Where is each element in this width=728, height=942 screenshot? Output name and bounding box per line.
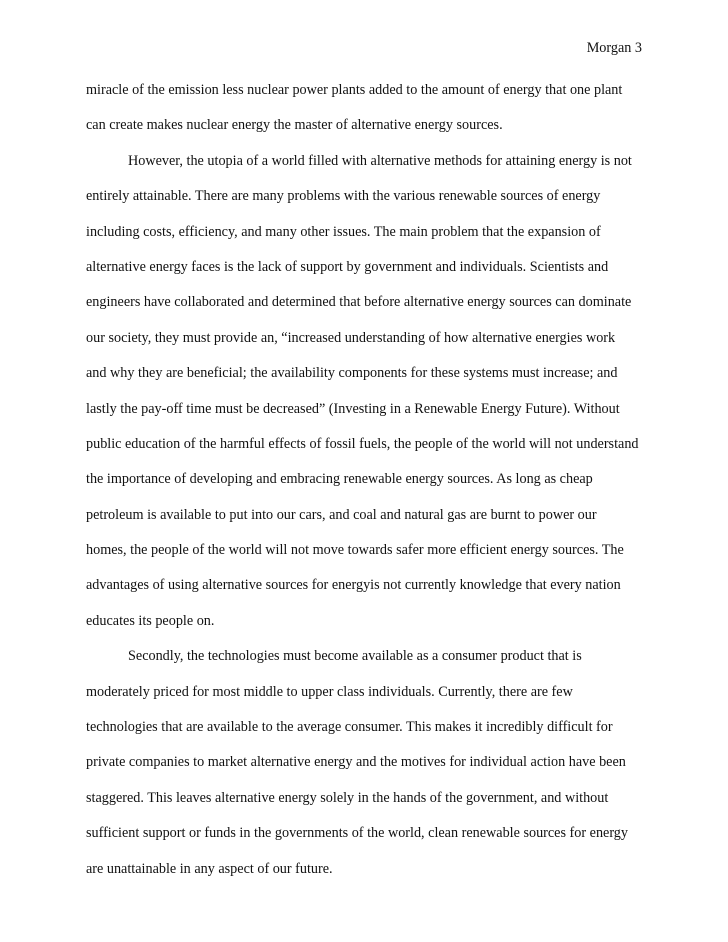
text-line: engineers have collaborated and determined that before alternative energy sources can dominate (86, 294, 632, 311)
text-line: private companies to market alternative energy and the motives for individual action have been (86, 754, 626, 771)
text-line: Secondly, the technologies must become available as a consumer product that is (128, 648, 582, 665)
text-line: educates its people on. (86, 612, 215, 629)
text-line: miracle of the emission less nuclear power plants added to the amount of energy that one plant (86, 82, 623, 98)
running-head: Morgan 3 (586, 40, 642, 56)
body-text (86, 81, 646, 895)
text-line: our society, they must provide an, “increased understanding of how alternative energies work (86, 329, 616, 346)
text-line: alternative energy faces is the lack of support by government and individuals. Scientists and (86, 258, 609, 275)
text-line: sufficient support or funds in the governments of the world, clean renewable sources for energy (86, 825, 628, 842)
text-line: including costs, efficiency, and many other issues. The main problem that the expansion of (86, 223, 601, 240)
text-line: are unattainable in any aspect of our future. (86, 860, 333, 877)
text-line: lastly the pay-off time must be decreased” (Investing in a Renewable Energy Future). Without (86, 400, 620, 417)
text-line: technologies that are available to the average consumer. This makes it incredibly difficult for (86, 719, 613, 736)
text-line: and why they are beneficial; the availability components for these systems must increase; and (86, 365, 618, 382)
text-line: the importance of developing and embracing renewable energy sources. As long as cheap (86, 471, 593, 488)
text-line: staggered. This leaves alternative energy solely in the hands of the government, and without (86, 789, 609, 806)
text-line: homes, the people of the world will not move towards safer more efficient energy sources. The (86, 542, 624, 559)
text-line: However, the utopia of a world filled with alternative methods for attaining energy is not (128, 152, 632, 169)
text-line: can create makes nuclear energy the master of alternative energy sources. (86, 117, 503, 134)
text-line: moderately priced for most middle to upper class individuals. Currently, there are few (86, 683, 573, 700)
text-line: advantages of using alternative sources for energyis not currently knowledge that every nation (86, 577, 621, 594)
text-line: public education of the harmful effects of fossil fuels, the people of the world will not understand (86, 435, 639, 452)
text-line: petroleum is available to put into our cars, and coal and natural gas are burnt to power our (86, 506, 597, 523)
text-line: entirely attainable. There are many problems with the various renewable sources of energy (86, 188, 601, 205)
